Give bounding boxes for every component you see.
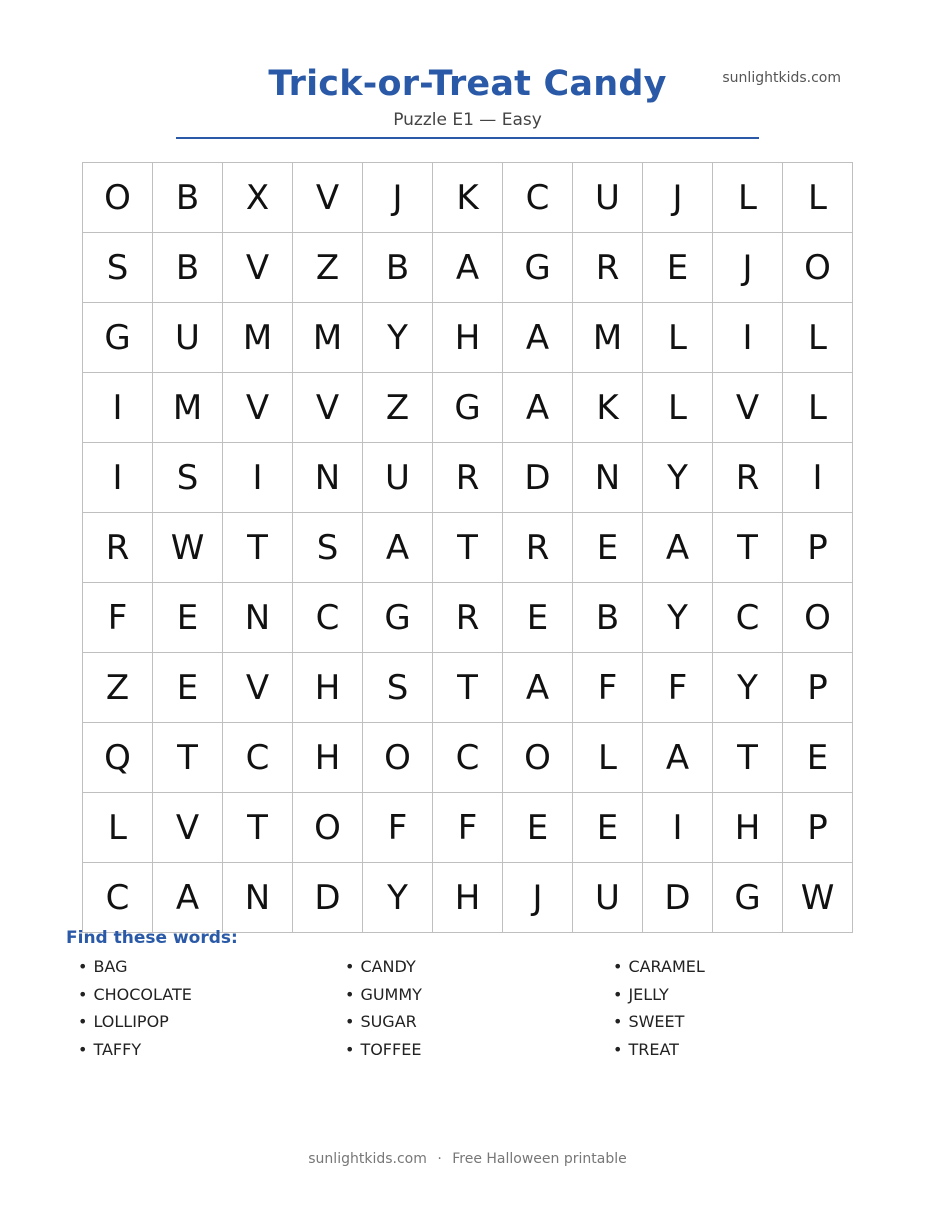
- grid-cell[interactable]: U: [153, 303, 223, 373]
- bullet-icon: •: [613, 984, 623, 1004]
- grid-cell[interactable]: T: [223, 793, 293, 863]
- grid-cell[interactable]: Y: [363, 863, 433, 933]
- grid-cell[interactable]: J: [643, 163, 713, 233]
- grid-cell[interactable]: Y: [643, 583, 713, 653]
- word-list-item: [345, 1039, 595, 1067]
- word-label: CHOCOLATE: [93, 984, 192, 1004]
- word-list-heading: Find these words:: [66, 928, 238, 948]
- grid-cell[interactable]: R: [503, 513, 573, 583]
- grid-cell[interactable]: J: [503, 863, 573, 933]
- word-list-column: [345, 956, 595, 1066]
- grid-cell[interactable]: C: [83, 863, 153, 933]
- word-label: GUMMY: [360, 984, 422, 1004]
- footer-site: sunlightkids.com: [308, 1151, 427, 1167]
- grid-cell[interactable]: S: [363, 653, 433, 723]
- word-list-item: [613, 956, 863, 984]
- grid-cell[interactable]: R: [433, 583, 503, 653]
- grid-cell[interactable]: F: [433, 793, 503, 863]
- grid-cell[interactable]: I: [783, 443, 853, 513]
- word-list-item: [78, 956, 328, 984]
- word-label: LOLLIPOP: [93, 1012, 169, 1031]
- grid-cell[interactable]: E: [503, 793, 573, 863]
- word-label: SUGAR: [360, 1012, 417, 1031]
- grid-cell[interactable]: A: [363, 513, 433, 583]
- grid-cell[interactable]: E: [503, 583, 573, 653]
- grid-cell[interactable]: R: [713, 443, 783, 513]
- grid-cell[interactable]: T: [713, 723, 783, 793]
- word-label: CARAMEL: [628, 957, 705, 976]
- grid-cell[interactable]: C: [503, 163, 573, 233]
- footer-text: Free Halloween printable: [452, 1151, 627, 1167]
- grid-cell[interactable]: U: [573, 863, 643, 933]
- grid-cell[interactable]: A: [503, 653, 573, 723]
- grid-cell[interactable]: L: [713, 163, 783, 233]
- grid-cell[interactable]: R: [433, 443, 503, 513]
- grid-cell[interactable]: C: [433, 723, 503, 793]
- grid-cell[interactable]: H: [433, 863, 503, 933]
- grid-cell[interactable]: N: [293, 443, 363, 513]
- grid-cell[interactable]: F: [363, 793, 433, 863]
- grid-cell[interactable]: T: [713, 513, 783, 583]
- word-list-column: [78, 956, 328, 1066]
- grid-cell[interactable]: L: [783, 163, 853, 233]
- grid-cell[interactable]: N: [573, 443, 643, 513]
- word-search-grid: [82, 162, 853, 933]
- grid-cell[interactable]: G: [363, 583, 433, 653]
- word-list-item: [345, 984, 595, 1012]
- grid-cell[interactable]: V: [293, 163, 363, 233]
- grid-cell[interactable]: E: [783, 723, 853, 793]
- word-list-item: [613, 984, 863, 1012]
- grid-cell[interactable]: V: [293, 373, 363, 443]
- grid-cell[interactable]: P: [783, 653, 853, 723]
- grid-cell[interactable]: T: [433, 513, 503, 583]
- footer: [0, 1151, 935, 1167]
- bullet-icon: •: [613, 1039, 623, 1059]
- grid-cell[interactable]: G: [433, 373, 503, 443]
- grid-cell[interactable]: S: [293, 513, 363, 583]
- grid-cell[interactable]: N: [223, 863, 293, 933]
- grid-cell[interactable]: V: [223, 233, 293, 303]
- word-label: TAFFY: [93, 1039, 142, 1059]
- grid-cell[interactable]: C: [223, 723, 293, 793]
- grid-cell[interactable]: A: [153, 863, 223, 933]
- grid-cell[interactable]: W: [783, 863, 853, 933]
- word-label: TOFFEE: [360, 1039, 422, 1059]
- grid-cell[interactable]: Q: [83, 723, 153, 793]
- grid-cell[interactable]: H: [293, 653, 363, 723]
- grid-cell[interactable]: S: [83, 233, 153, 303]
- grid-cell[interactable]: O: [83, 163, 153, 233]
- grid-cell[interactable]: W: [153, 513, 223, 583]
- grid-cell[interactable]: D: [643, 863, 713, 933]
- grid-cell[interactable]: V: [223, 653, 293, 723]
- word-label: TREAT: [628, 1039, 679, 1059]
- grid-cell[interactable]: J: [713, 233, 783, 303]
- word-label: SWEET: [628, 1012, 685, 1031]
- grid-cell[interactable]: S: [153, 443, 223, 513]
- grid-cell[interactable]: P: [783, 793, 853, 863]
- grid-cell[interactable]: Z: [83, 653, 153, 723]
- word-list-item: [345, 956, 595, 984]
- footer-separator: ·: [437, 1151, 442, 1167]
- grid-cell[interactable]: J: [363, 163, 433, 233]
- grid-cell[interactable]: B: [363, 233, 433, 303]
- grid-cell[interactable]: D: [293, 863, 363, 933]
- grid-cell[interactable]: O: [363, 723, 433, 793]
- word-label: BAG: [93, 957, 128, 976]
- grid-cell[interactable]: T: [153, 723, 223, 793]
- word-list-item: [78, 1039, 328, 1067]
- grid-cell[interactable]: F: [573, 653, 643, 723]
- grid-cell[interactable]: K: [573, 373, 643, 443]
- title-divider: [176, 137, 759, 139]
- bullet-icon: •: [345, 957, 355, 976]
- grid-cell[interactable]: L: [573, 723, 643, 793]
- grid-cell[interactable]: O: [293, 793, 363, 863]
- grid-cell[interactable]: A: [433, 233, 503, 303]
- grid-cell[interactable]: Y: [643, 443, 713, 513]
- word-label: CANDY: [360, 957, 416, 976]
- grid-cell[interactable]: U: [573, 163, 643, 233]
- grid-cell[interactable]: L: [643, 373, 713, 443]
- word-list-column: [613, 956, 863, 1066]
- grid-cell[interactable]: D: [503, 443, 573, 513]
- grid-cell[interactable]: I: [713, 303, 783, 373]
- grid-cell[interactable]: Y: [713, 653, 783, 723]
- word-label: JELLY: [628, 984, 669, 1004]
- word-list-item: [345, 1011, 595, 1039]
- grid-cell[interactable]: L: [83, 793, 153, 863]
- grid-cell[interactable]: L: [783, 373, 853, 443]
- grid-cell[interactable]: L: [643, 303, 713, 373]
- grid-cell[interactable]: V: [223, 373, 293, 443]
- page-title: Trick-or-Treat Candy: [268, 64, 667, 104]
- grid-cell[interactable]: B: [573, 583, 643, 653]
- grid-cell[interactable]: M: [223, 303, 293, 373]
- grid-cell[interactable]: H: [713, 793, 783, 863]
- grid-cell[interactable]: R: [573, 233, 643, 303]
- grid-cell[interactable]: E: [643, 233, 713, 303]
- grid-cell[interactable]: K: [433, 163, 503, 233]
- grid-cell[interactable]: G: [713, 863, 783, 933]
- word-list-item: [613, 1011, 863, 1039]
- grid-cell[interactable]: A: [643, 723, 713, 793]
- grid-cell[interactable]: V: [153, 793, 223, 863]
- bullet-icon: •: [78, 1039, 88, 1059]
- grid-cell[interactable]: Z: [293, 233, 363, 303]
- grid-cell[interactable]: O: [783, 583, 853, 653]
- grid-cell[interactable]: L: [783, 303, 853, 373]
- grid-cell[interactable]: Y: [363, 303, 433, 373]
- word-list-item: [78, 1011, 328, 1039]
- grid-cell[interactable]: E: [153, 583, 223, 653]
- bullet-icon: •: [78, 1012, 88, 1031]
- grid-cell[interactable]: H: [293, 723, 363, 793]
- bullet-icon: •: [613, 957, 623, 976]
- grid-cell[interactable]: M: [573, 303, 643, 373]
- bullet-icon: •: [345, 1012, 355, 1031]
- word-list-item: [613, 1039, 863, 1067]
- grid-cell[interactable]: Z: [363, 373, 433, 443]
- grid-cell[interactable]: B: [153, 163, 223, 233]
- grid-cell[interactable]: E: [573, 513, 643, 583]
- grid-cell[interactable]: M: [153, 373, 223, 443]
- grid-cell[interactable]: F: [83, 583, 153, 653]
- word-list-item: [78, 984, 328, 1012]
- grid-cell[interactable]: N: [223, 583, 293, 653]
- grid-cell[interactable]: X: [223, 163, 293, 233]
- bullet-icon: •: [345, 984, 355, 1004]
- grid-cell[interactable]: G: [83, 303, 153, 373]
- grid-cell[interactable]: C: [713, 583, 783, 653]
- grid-cell[interactable]: M: [293, 303, 363, 373]
- grid-cell[interactable]: F: [643, 653, 713, 723]
- grid-cell[interactable]: I: [83, 443, 153, 513]
- grid-cell[interactable]: R: [83, 513, 153, 583]
- grid-cell[interactable]: C: [293, 583, 363, 653]
- grid-cell[interactable]: A: [643, 513, 713, 583]
- bullet-icon: •: [78, 957, 88, 976]
- grid-cell[interactable]: V: [713, 373, 783, 443]
- bullet-icon: •: [345, 1039, 355, 1059]
- grid-cell[interactable]: I: [83, 373, 153, 443]
- grid-cell[interactable]: E: [153, 653, 223, 723]
- puzzle-subtitle: Puzzle E1 — Easy: [393, 110, 542, 130]
- grid-cell[interactable]: B: [153, 233, 223, 303]
- grid-cell[interactable]: G: [503, 233, 573, 303]
- grid-cell[interactable]: O: [783, 233, 853, 303]
- grid-cell[interactable]: H: [433, 303, 503, 373]
- grid-cell[interactable]: I: [223, 443, 293, 513]
- grid-cell[interactable]: A: [503, 373, 573, 443]
- bullet-icon: •: [78, 984, 88, 1004]
- grid-cell[interactable]: U: [363, 443, 433, 513]
- grid-cell[interactable]: A: [503, 303, 573, 373]
- grid-cell[interactable]: I: [643, 793, 713, 863]
- grid-cell[interactable]: E: [573, 793, 643, 863]
- site-name: sunlightkids.com: [722, 70, 841, 86]
- grid-cell[interactable]: T: [223, 513, 293, 583]
- bullet-icon: •: [613, 1012, 623, 1031]
- grid-cell[interactable]: P: [783, 513, 853, 583]
- grid-cell[interactable]: T: [433, 653, 503, 723]
- grid-cell[interactable]: O: [503, 723, 573, 793]
